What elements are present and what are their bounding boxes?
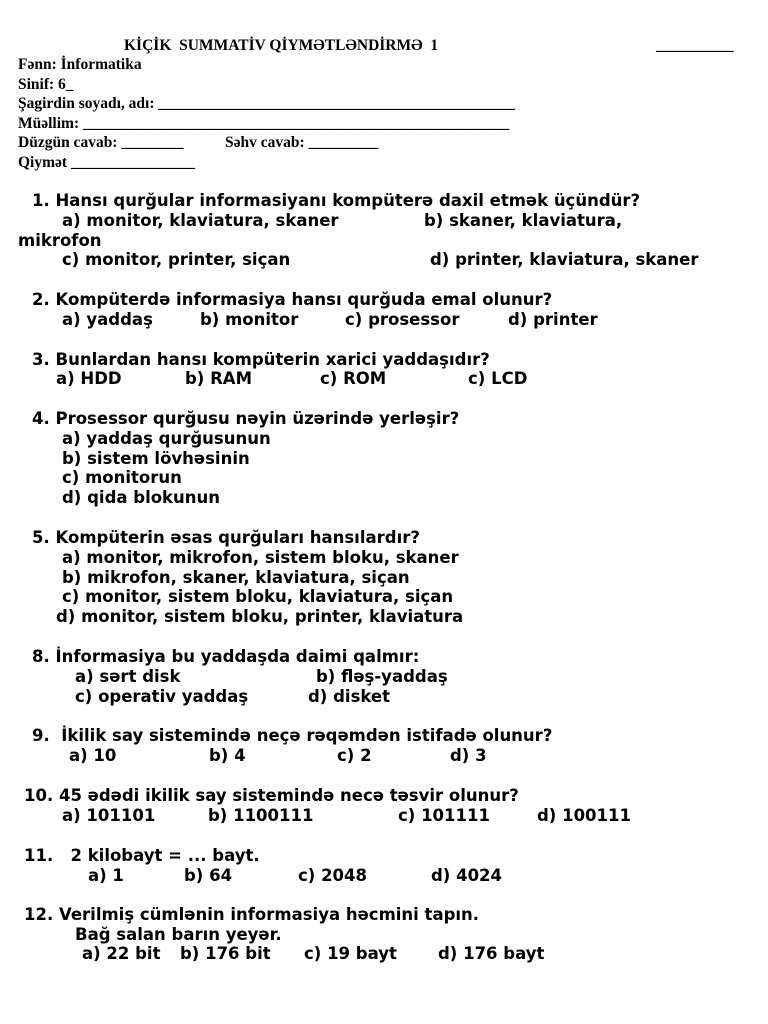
- q12-option-b: b) 176 bit: [180, 944, 271, 963]
- score-line: Qiymət ________________: [18, 154, 195, 171]
- correct-answers-line: Düzgün cavab: ________: [18, 134, 184, 151]
- q10-option-d: d) 100111: [537, 806, 631, 825]
- q10-option-c: c) 101111: [398, 806, 490, 825]
- q2-option-b: b) monitor: [200, 310, 299, 329]
- grade-line: Sinif: 6_: [18, 76, 74, 93]
- q5-option-a: a) monitor, mikrofon, sistem bloku, skaner: [62, 548, 459, 567]
- q1-option-c: c) monitor, printer, siçan: [62, 250, 291, 269]
- q5-option-d: d) monitor, sistem bloku, printer, klaviatura: [56, 607, 464, 626]
- q5-option-c: c) monitor, sistem bloku, klaviatura, siçan: [62, 587, 454, 606]
- q12-sentence: Bağ salan barın yeyər.: [75, 925, 282, 944]
- q3-option-b: b) RAM: [185, 369, 252, 388]
- q5-option-b: b) mikrofon, skaner, klaviatura, siçan: [62, 568, 410, 587]
- q11-option-c: c) 2048: [298, 866, 367, 885]
- q4-option-b: b) sistem lövhəsinin: [62, 449, 250, 468]
- q2-option-d: d) printer: [508, 310, 598, 329]
- question-4: 4. Prosessor qurğusu nəyin üzərində yerləşir?: [32, 409, 460, 428]
- q8-option-a: a) sərt disk: [75, 667, 181, 686]
- q12-option-d: d) 176 bayt: [438, 944, 545, 963]
- q3-option-c: c) ROM: [320, 369, 387, 388]
- q3-option-a: a) HDD: [56, 369, 122, 388]
- question-8: 8. İnformasiya bu yaddaşda daimi qalmır:: [32, 647, 420, 666]
- q4-option-c: c) monitorun: [62, 468, 182, 487]
- q12-option-c: c) 19 bayt: [304, 944, 397, 963]
- q9-option-c: c) 2: [337, 746, 372, 765]
- q8-option-b: b) fləş-yaddaş: [316, 667, 448, 686]
- q2-option-a: a) yaddaş: [62, 310, 153, 329]
- q9-option-d: d) 3: [450, 746, 487, 765]
- q11-option-b: b) 64: [184, 866, 233, 885]
- q1-option-a: a) monitor, klaviatura, skaner: [62, 211, 339, 230]
- question-12: 12. Verilmiş cümlənin informasiya həcmini tapın.: [24, 905, 480, 924]
- q1-option-b-continued: mikrofon: [18, 231, 102, 250]
- title-blank-line: __________: [656, 37, 734, 54]
- question-3: 3. Bunlardan hansı kompüterin xarici yaddaşıdır?: [32, 350, 490, 369]
- teacher-line: Müəllim: _______________________________________________________: [18, 115, 510, 132]
- question-5: 5. Kompüterin əsas qurğuları hansılardır?: [32, 528, 420, 547]
- q1-option-b: b) skaner, klaviatura,: [424, 211, 623, 230]
- q12-option-a: a) 22 bit: [82, 944, 161, 963]
- q2-option-c: c) prosessor: [345, 310, 460, 329]
- q1-option-d: d) printer, klaviatura, skaner: [430, 250, 699, 269]
- q9-option-b: b) 4: [209, 746, 246, 765]
- subject-line: Fənn: İnformatika: [18, 56, 142, 73]
- q9-option-a: a) 10: [69, 746, 117, 765]
- question-11: 11. 2 kilobayt = ... bayt.: [24, 846, 260, 865]
- student-name-line: Şagirdin soyadı, adı: ______________________________________________: [18, 95, 515, 112]
- q10-option-a: a) 101101: [62, 806, 156, 825]
- question-2: 2. Kompüterdə informasiya hansı qurğuda emal olunur?: [32, 290, 553, 309]
- q11-option-a: a) 1: [88, 866, 124, 885]
- q4-option-d: d) qida blokunun: [62, 488, 221, 507]
- worksheet-title: KİÇİK SUMMATİV QİYMƏTLƏNDİRMƏ 1: [124, 37, 439, 54]
- q10-option-b: b) 1100111: [208, 806, 314, 825]
- q11-option-d: d) 4024: [431, 866, 503, 885]
- question-9: 9. İkilik say sistemində neçə rəqəmdən istifadə olunur?: [32, 726, 553, 745]
- wrong-answers-line: Səhv cavab: _________: [225, 134, 379, 151]
- question-1: 1. Hansı qurğular informasiyanı kompüterə daxil etmək üçündür?: [32, 191, 641, 210]
- question-10: 10. 45 ədədi ikilik say sistemində necə təsvir olunur?: [24, 786, 519, 805]
- q8-option-c: c) operativ yaddaş: [75, 687, 249, 706]
- q4-option-a: a) yaddaş qurğusunun: [62, 429, 271, 448]
- q3-option-d: c) LCD: [468, 369, 528, 388]
- q8-option-d: d) disket: [308, 687, 390, 706]
